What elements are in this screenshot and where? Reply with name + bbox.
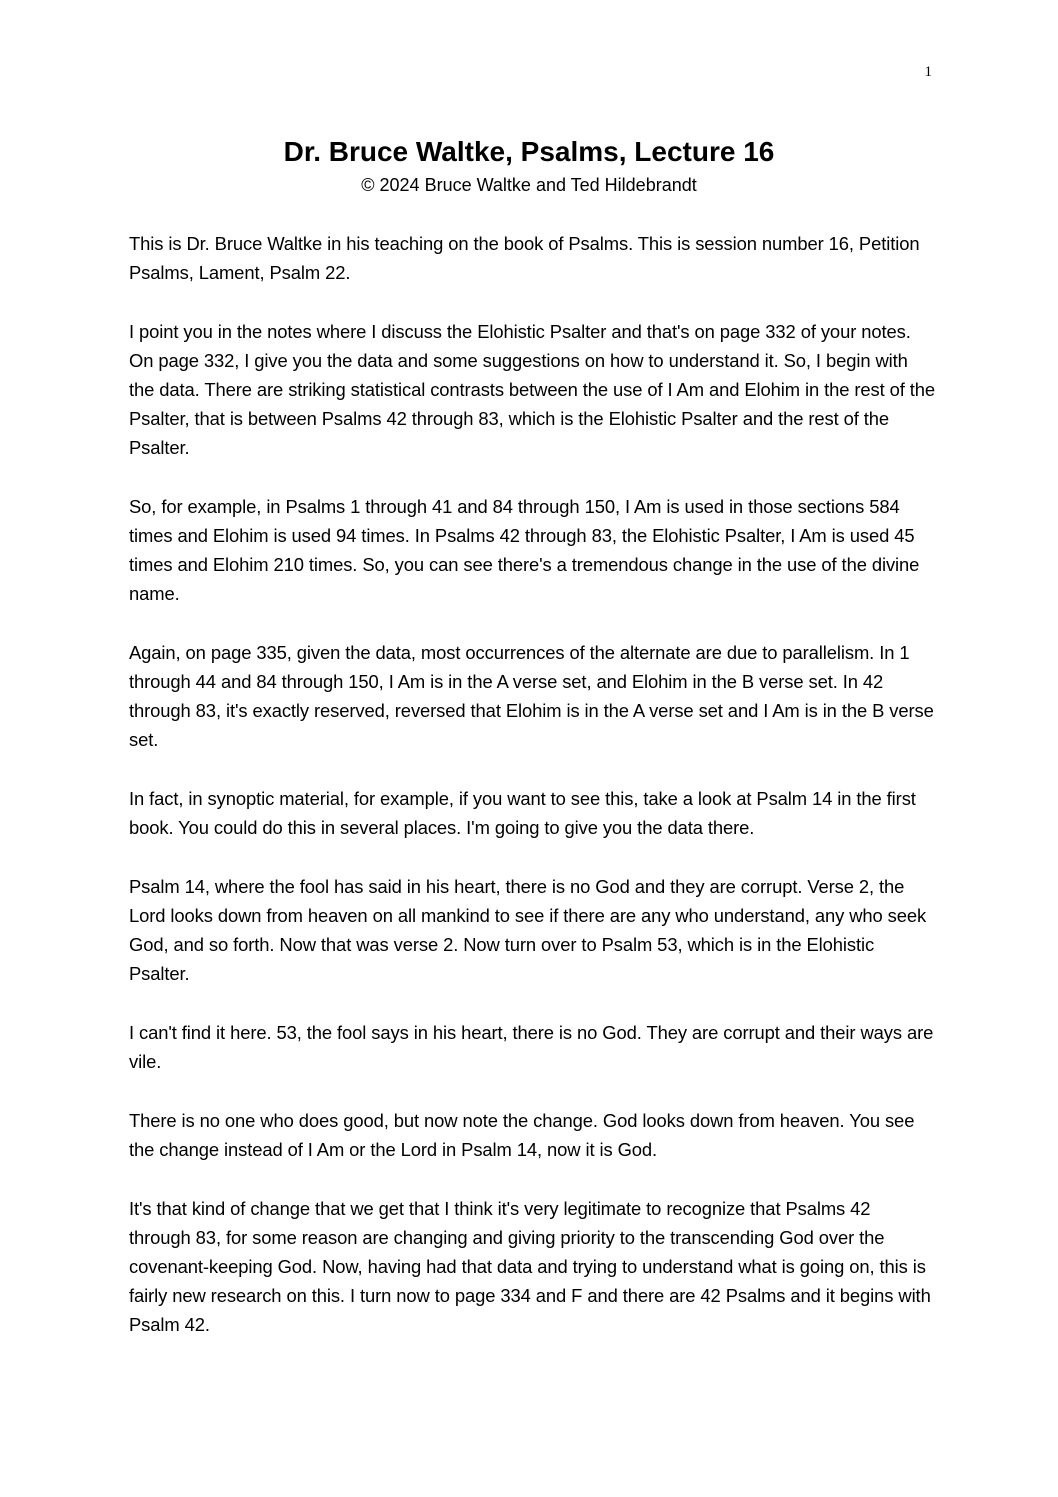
paragraph: I point you in the notes where I discuss the Elohistic Psalter and that's on page 332 of your notes. On page 332, I give you the data and some suggestions on how to understand it. So, I begin with the data. There are striking statistical contrasts between the use of I Am and Elohim in the rest of the Psalter, that is between Psalms 42 through 83, which is the Elohistic Psalter and the rest of the Psalter. — [129, 321, 936, 458]
document-body — [129, 229, 937, 1369]
paragraph: In fact, in synoptic material, for example, if you want to see this, take a look at Psalm 14 in the first book. You could do this in several places. I'm going to give you the data there. — [129, 788, 916, 838]
paragraph: So, for example, in Psalms 1 through 41 and 84 through 150, I Am is used in those sections 584 times and Elohim is used 94 times. In Psalms 42 through 83, the Elohistic Psalter, I Am is used 45 times and Elohim 210 times. So, you can see there's a tremendous change in the use of the divine name. — [129, 496, 920, 604]
document-title: Dr. Bruce Waltke, Psalms, Lecture 16 — [283, 136, 775, 167]
copyright-line: © 2024 Bruce Waltke and Ted Hildebrandt — [361, 175, 697, 195]
paragraph: There is no one who does good, but now note the change. God looks down from heaven. You see the change instead of I Am or the Lord in Psalm 14, now it is God. — [129, 1110, 915, 1160]
paragraph: This is Dr. Bruce Waltke in his teaching on the book of Psalms. This is session number 16, Petition Psalms, Lament, Psalm 22. — [129, 233, 920, 283]
paragraph: Again, on page 335, given the data, most occurrences of the alternate are due to parallelism. In 1 through 44 and 84 through 150, I Am is in the A verse set, and Elohim in the B verse set. In 42 through 83, it's exactly reserved, reversed that Elohim is in the A verse set and I Am is in the B verse set. — [129, 642, 934, 750]
paragraph: Psalm 14, where the fool has said in his heart, there is no God and they are corrupt. Verse 2, the Lord looks down from heaven on all mankind to see if there are any who understand, any who seek God, and so forth. Now that was verse 2. Now turn over to Psalm 53, which is in the Elohistic Psalter. — [129, 876, 927, 984]
page-number: 1 — [924, 64, 932, 80]
paragraph: It's that kind of change that we get that I think it's very legitimate to recognize that Psalms 42 through 83, for some reason are changing and giving priority to the transcending God over the covenant-keeping God. Now, having had that data and trying to understand what is going on, this is fairly new research on this. I turn now to page 334 and F and there are 42 Psalms and it begins with Psalm 42. — [129, 1198, 931, 1335]
paragraph: I can't find it here. 53, the fool says in his heart, there is no God. They are corrupt and their ways are vile. — [129, 1022, 934, 1072]
